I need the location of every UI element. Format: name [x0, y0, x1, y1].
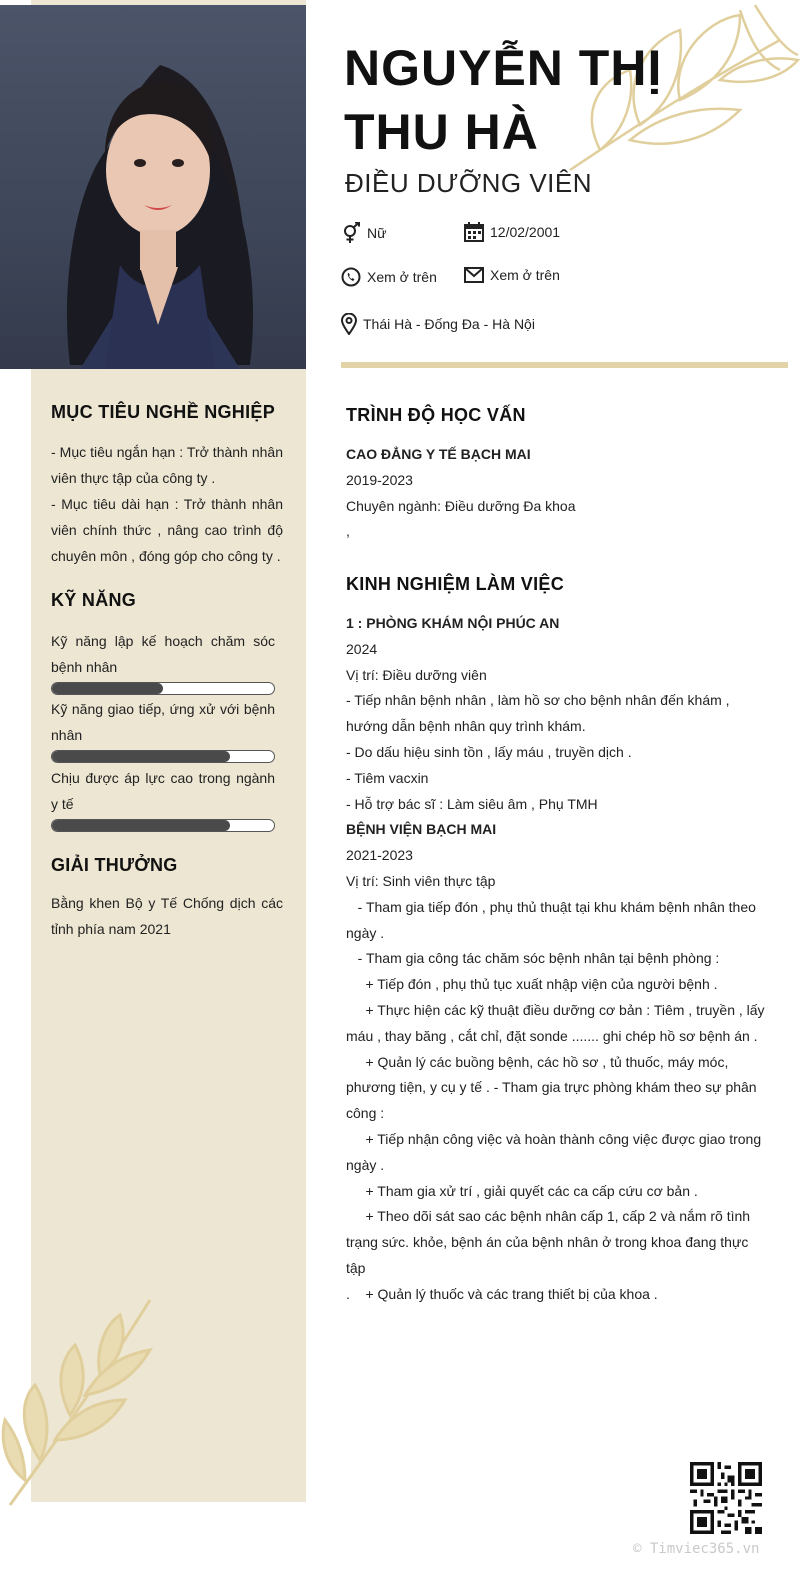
gender-value: Nữ	[367, 225, 387, 241]
skill-item	[51, 765, 275, 832]
job-duty: + Tiếp đón , phụ thủ tục xuất nhập viện của người bệnh .	[346, 976, 718, 993]
job-duty: - Do dấu hiệu sinh tồn , lấy máu , truyền dịch .	[346, 743, 632, 760]
job-position: Vị trí: Điều dưỡng viên	[346, 666, 487, 683]
gender-info	[341, 222, 386, 244]
name-line-2: THU HÀ	[344, 104, 539, 160]
job-duty: . + Quản lý thuốc và các trang thiết bị của khoa .	[346, 1285, 658, 1302]
skill-item	[51, 696, 275, 763]
objective-line: - Mục tiêu ngắn hạn : Trở thành nhân viên thực tập của công ty .	[51, 444, 283, 486]
company-name: 1 : PHÒNG KHÁM NỘI PHÚC AN	[346, 615, 560, 631]
mail-icon	[464, 267, 484, 283]
skill-label: Kỹ năng lập kế hoạch chăm sóc bệnh nhân	[51, 633, 275, 675]
qr-code[interactable]	[690, 1462, 762, 1534]
header-divider	[341, 362, 788, 368]
experience-block	[346, 611, 769, 1308]
job-year: 2021-2023	[346, 847, 413, 864]
gender-icon	[341, 222, 361, 244]
name-line-1: NGUYỄN THỊ	[344, 40, 663, 96]
job-duty: + Theo dõi sát sao các bệnh nhân cấp 1, cấp 2 và nắm rõ tình trạng sức. khỏe, bệnh án của bệnh nhân ở trong khoa đang thực tập	[346, 1208, 754, 1276]
skills-title: KỸ NĂNG	[51, 590, 137, 610]
address-value: Thái Hà - Đống Đa - Hà Nội	[363, 316, 535, 332]
job-duty: - Hỗ trợ bác sĩ : Làm siêu âm , Phụ TMH	[346, 795, 598, 812]
skill-bar	[51, 750, 275, 763]
job-duty: - Tham gia công tác chăm sóc bệnh nhân tại bệnh phòng :	[346, 950, 720, 967]
birthdate-value: 12/02/2001	[490, 224, 561, 240]
birthdate-info	[464, 222, 560, 242]
candidate-name	[344, 36, 764, 164]
job-duty: + Thực hiện các kỹ thuật điều dưỡng cơ bản : Tiêm , truyền , lấy máu , thay băng , cắt chỉ, đặt sonde ....... ghi chép hồ sơ bệnh án .	[346, 1001, 769, 1044]
skill-bar-fill	[52, 683, 163, 694]
location-icon	[341, 313, 357, 335]
skill-bar	[51, 682, 275, 695]
job-position: Vị trí: Sinh viên thực tập	[346, 872, 496, 889]
experience-title: KINH NGHIỆM LÀM VIỆC	[346, 574, 565, 594]
watermark: © Timviec365.vn	[633, 1541, 760, 1557]
education-extra: ,	[346, 523, 350, 540]
email-info	[464, 267, 560, 283]
skill-bar-fill	[52, 820, 230, 831]
job-duty: + Tham gia xử trí , giải quyết các ca cấp cứu cơ bản .	[346, 1182, 698, 1199]
skill-label: Chịu được áp lực cao trong ngành y tế	[51, 770, 275, 812]
phone-info	[341, 267, 437, 287]
phone-icon	[341, 267, 361, 287]
awards-text: Bằng khen Bộ y Tế Chống dịch các tỉnh phía nam 2021	[51, 895, 283, 937]
phone-value: Xem ở trên	[367, 269, 437, 285]
school-name: CAO ĐẲNG Y TẾ BẠCH MAI	[346, 446, 531, 462]
job-year: 2024	[346, 640, 378, 657]
job-title: ĐIỀU DƯỠNG VIÊN	[345, 168, 593, 198]
education-major: Chuyên ngành: Điều dưỡng Đa khoa	[346, 497, 576, 514]
skill-bar	[51, 819, 275, 832]
education-title: TRÌNH ĐỘ HỌC VẤN	[346, 405, 526, 425]
skill-item	[51, 628, 275, 695]
skill-label: Kỹ năng giao tiếp, ứng xử với bệnh nhân	[51, 701, 275, 743]
education-years: 2019-2023	[346, 471, 413, 488]
address-info	[341, 313, 535, 335]
job-duty: + Tiếp nhận công việc và hoàn thành công việc được giao trong ngày .	[346, 1130, 765, 1173]
objective-text	[51, 439, 283, 569]
awards-title: GIẢI THƯỞNG	[51, 855, 178, 875]
objective-line: - Mục tiêu dài hạn : Trở thành nhân viên chính thức , nâng cao trình độ chuyên môn , đóng góp cho công ty .	[51, 496, 283, 564]
education-block	[346, 442, 766, 545]
leaf-decoration-bottom	[0, 1290, 170, 1510]
skill-bar-fill	[52, 751, 230, 762]
job-duty: + Quản lý các buồng bệnh, các hồ sơ , tủ thuốc, máy móc, phương tiện, y cụ y tế . - Tham gia trực phòng khám theo sự phân công :	[346, 1053, 761, 1122]
profile-photo	[0, 5, 306, 369]
job-duty: - Tiếp nhân bệnh nhân , làm hồ sơ cho bệnh nhân đến khám , hướng dẫn bệnh nhân quy trình khám.	[346, 692, 730, 735]
objective-title: MỤC TIÊU NGHỀ NGHIỆP	[51, 402, 276, 422]
calendar-icon	[464, 222, 484, 242]
email-value: Xem ở trên	[490, 267, 560, 283]
job-duty: - Tiêm vacxin	[346, 769, 429, 786]
job-duty: - Tham gia tiếp đón , phụ thủ thuật tại khu khám bệnh nhân theo ngày .	[346, 898, 760, 941]
company-name: BỆNH VIỆN BẠCH MAI	[346, 821, 497, 838]
